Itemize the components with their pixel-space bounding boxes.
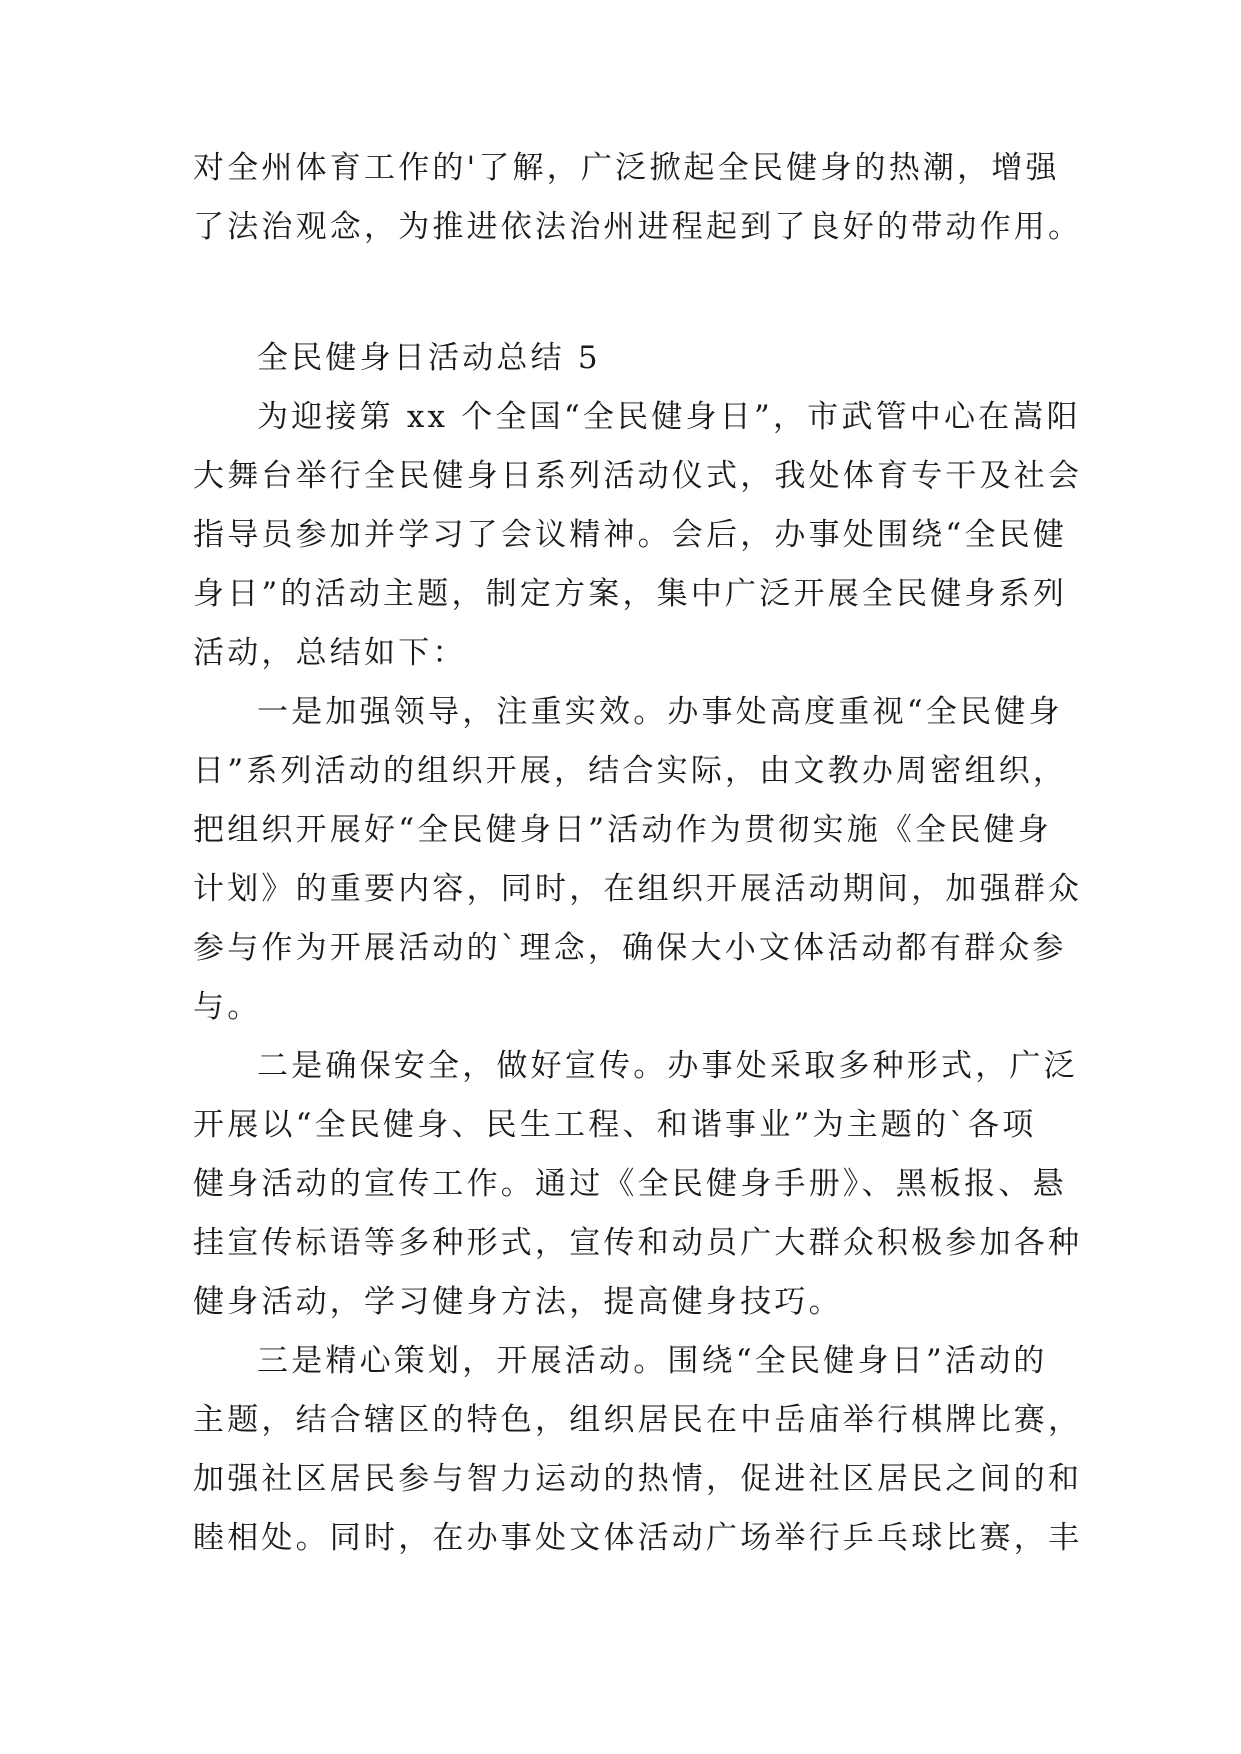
text-line: 为迎接第 xx 个全国“全民健身日”，市武管中心在嵩阳 xyxy=(257,399,1081,435)
text-line: 一是加强领导，注重实效。办事处高度重视“全民健身 xyxy=(257,694,1063,730)
text-line: 活动，总结如下： xyxy=(193,635,467,671)
text-line: 与。 xyxy=(193,989,262,1025)
text-line: 身日”的活动主题，制定方案，集中广泛开展全民健身系列 xyxy=(193,576,1068,612)
text-line: 对全州体育工作的'了解，广泛掀起全民健身的热潮，增强 xyxy=(193,150,1060,186)
text-line: 开展以“全民健身、民生工程、和谐事业”为主题的`各项 xyxy=(193,1107,1037,1143)
text-line: 健身活动的宣传工作。通过《全民健身手册》、黑板报、悬 xyxy=(193,1166,1067,1202)
text-line: 睦相处。同时，在办事处文体活动广场举行乒乓球比赛，丰 xyxy=(193,1520,1083,1556)
text-line: 把组织开展好“全民健身日”活动作为贯彻实施《全民健身 xyxy=(193,812,1052,848)
text-line: 主题，结合辖区的特色，组织居民在中岳庙举行棋牌比赛， xyxy=(193,1402,1083,1438)
text-line: 健身活动，学习健身方法，提高健身技巧。 xyxy=(193,1284,843,1320)
text-line: 三是精心策划，开展活动。围绕“全民健身日”活动的 xyxy=(257,1343,1048,1379)
text-line: 大舞台举行全民健身日系列活动仪式，我处体育专干及社会 xyxy=(193,458,1083,494)
text-line: 参与作为开展活动的`理念，确保大小文体活动都有群众参 xyxy=(193,930,1067,966)
text-line: 计划》的重要内容，同时，在组织开展活动期间，加强群众 xyxy=(193,871,1083,907)
section-heading: 全民健身日活动总结 5 xyxy=(257,340,601,376)
text-line: 了法治观念，为推进依法治州进程起到了良好的带动作用。 xyxy=(193,209,1083,245)
text-line: 挂宣传标语等多种形式，宣传和动员广大群众积极参加各种 xyxy=(193,1225,1083,1261)
text-line: 加强社区居民参与智力运动的热情，促进社区居民之间的和 xyxy=(193,1461,1083,1497)
text-line: 指导员参加并学习了会议精神。会后，办事处围绕“全民健 xyxy=(193,517,1068,553)
text-line: 二是确保安全，做好宣传。办事处采取多种形式，广泛 xyxy=(257,1048,1078,1084)
text-line: 日”系列活动的组织开展，结合实际，由文教办周密组织， xyxy=(193,753,1068,789)
